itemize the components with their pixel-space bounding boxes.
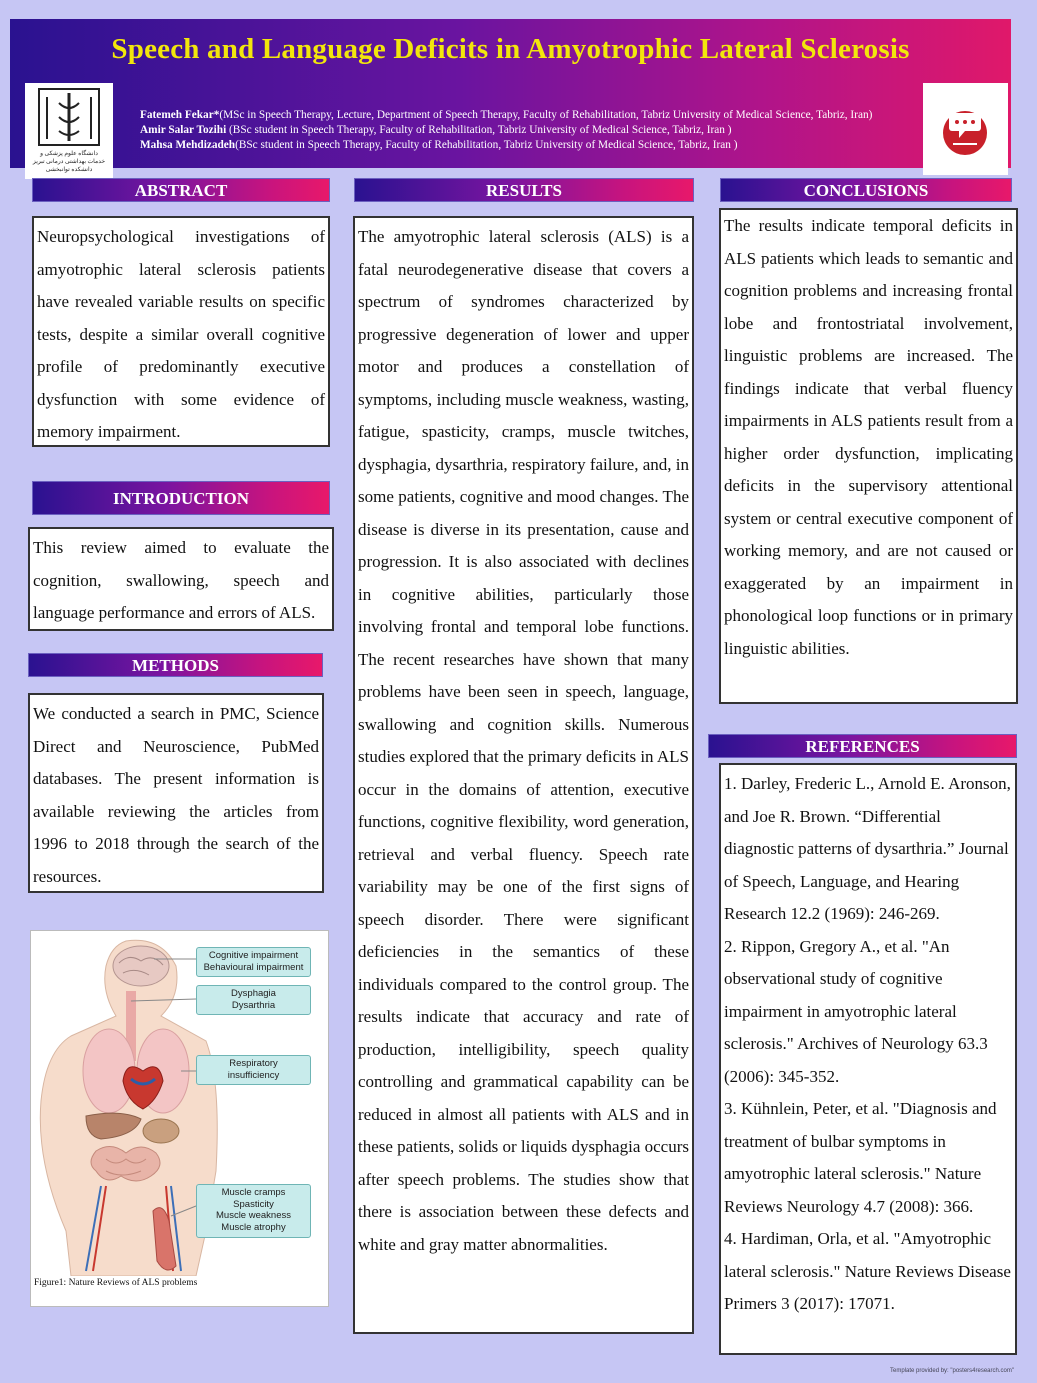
university-emblem-icon <box>25 83 113 179</box>
abstract-text: Neuropsychological investigations of amyotrophic lateral sclerosis patients have revealed variable results on specific tests, despite a similar overall cognitive profile of predominantly executive dysfunction with some evidence of memory impairment. <box>37 227 325 441</box>
reference-item: 1. Darley, Frederic L., Arnold E. Aronson, and Joe R. Brown. “Differential diagnostic patterns of dysarthria.” Journal of Speech, Language, and Hearing Research 12.2 (1969): 246-269. <box>724 774 1011 923</box>
reference-item: 2. Rippon, Gregory A., et al. "An observational study of cognitive impairment in amyotrophic lateral sclerosis." Archives of Neurology 63.3 (2006): 345-352. <box>724 936 988 1086</box>
template-credit: Template provided by: "posters4research.com" <box>890 1368 1014 1374</box>
svg-text:دانشکده توانبخشی: دانشکده توانبخشی <box>45 167 93 173</box>
poster-banner <box>10 19 1011 173</box>
als-figure <box>30 930 329 1307</box>
introduction-heading: INTRODUCTION <box>32 481 330 515</box>
author-line: Amir Salar Tozihi (BSc student in Speech Therapy, Faculty of Rehabilitation, Tabriz University of Medical Science, Tabriz, Iran ) <box>140 124 732 136</box>
callout-respiratory <box>196 1055 311 1085</box>
conclusions-box <box>719 208 1018 704</box>
callout-dysphagia-text: Dysphagia Dysarthria <box>231 988 276 1011</box>
callout-cognitive-text: Cognitive impairment Behavioural impairment <box>203 950 304 973</box>
abstract-box <box>32 216 330 447</box>
callout-respiratory-text: Respiratory insufficiency <box>227 1058 280 1081</box>
callout-cognitive <box>196 947 311 977</box>
speech-bubble-logo-icon <box>923 83 1008 175</box>
introduction-text: This review aimed to evaluate the cognition, swallowing, speech and language performance and errors of ALS. <box>33 538 329 622</box>
author-line: Fatemeh Fekar*(MSc in Speech Therapy, Lecture, Department of Speech Therapy, Faculty of Rehabilitation, Tabriz University of Medical Science, Tabriz, Iran) <box>140 109 873 121</box>
methods-box <box>28 693 324 893</box>
faculty-logo <box>923 83 1008 175</box>
reference-item: 3. Kühnlein, Peter, et al. "Diagnosis and treatment of bulbar symptoms in amyotrophic lateral sclerosis." Nature Reviews Neurology 4.7 (2008): 366. <box>724 1099 997 1216</box>
university-logo <box>25 83 113 179</box>
figure-caption: Figure1: Nature Reviews of ALS problems <box>34 1278 198 1288</box>
methods-heading: METHODS <box>28 653 323 677</box>
results-heading: RESULTS <box>354 178 694 202</box>
poster-title: Speech and Language Deficits in Amyotrophic Lateral Sclerosis <box>111 33 910 65</box>
methods-text: We conducted a search in PMC, Science Direct and Neuroscience, PubMed databases. The present information is available reviewing the articles from 1996 to 2018 through the search of the resources. <box>33 704 319 886</box>
abstract-heading: ABSTRACT <box>32 178 330 202</box>
results-text: The amyotrophic lateral sclerosis (ALS) is a fatal neurodegenerative disease that covers a spectrum of syndromes characterized by progressive degeneration of lower and upper motor and produces a constellation of symptoms, including muscle weakness, wasting, fatigue, spasticity, cramps, muscle twitches, dysphagia, dysarthria, respiratory failure, and, in some patients, cognitive and mood changes. The disease is diverse in its presentation, cause and progression. It is also associated with declines in cognitive abilities, particularly those involving frontal and temporal lobe functions. The recent researches have shown that many problems have been seen in speech, language, swallowing and cognition skills. Numerous studies explored that the primary deficits in ALS occur in the domains of attention, executive functions, cognitive flexibility, word generation, retrieval and verbal fluency. Speech rate variability may be one of the first signs of speech disorder. There were significant deficiencies in the semantics of these individuals compared to the control group. The results indicate that accuracy and rate of production, intelligibility, speech quality controlling and grammatical capability can be reduced in almost all patients with ALS and in these patients, solids or liquids dysphagia occurs after speech problems. The studies show that there is association between these defects and white and gray matter abnormalities. <box>358 227 689 1254</box>
author-list <box>140 108 872 153</box>
reference-item: 4. Hardiman, Orla, et al. "Amyotrophic lateral sclerosis." Nature Reviews Disease Primers 3 (2017): 17071. <box>724 1229 1011 1313</box>
conclusions-text: The results indicate temporal deficits in ALS patients which leads to semantic and cognition problems and increasing frontal lobe and frontostriatal involvement, linguistic problems are increased. The findings indicate that verbal fluency impairments in ALS patients result from a higher order dysfunction, implicating deficits in the supervisory attentional system or central executive component of working memory, and are not caused or exaggerated by an impairment in phonological loop functions or in primary linguistic abilities. <box>724 216 1013 658</box>
svg-text:دانشگاه علوم پزشکی و: دانشگاه علوم پزشکی و <box>40 151 98 157</box>
callout-muscle <box>196 1184 311 1238</box>
author-line: Mahsa Mehdizadeh(BSc student in Speech Therapy, Faculty of Rehabilitation, Tabriz University of Medical Science, Tabriz, Iran ) <box>140 139 738 151</box>
references-heading: REFERENCES <box>708 734 1017 758</box>
introduction-box <box>28 527 334 631</box>
results-box <box>353 216 694 1334</box>
conclusions-heading: CONCLUSIONS <box>720 178 1012 202</box>
callout-muscle-text: Muscle cramps Spasticity Muscle weakness Muscle atrophy <box>216 1187 291 1233</box>
svg-text:خدمات بهداشتی درمانی تبریز: خدمات بهداشتی درمانی تبریز <box>32 159 106 165</box>
references-box <box>719 763 1017 1355</box>
callout-dysphagia <box>196 985 311 1015</box>
